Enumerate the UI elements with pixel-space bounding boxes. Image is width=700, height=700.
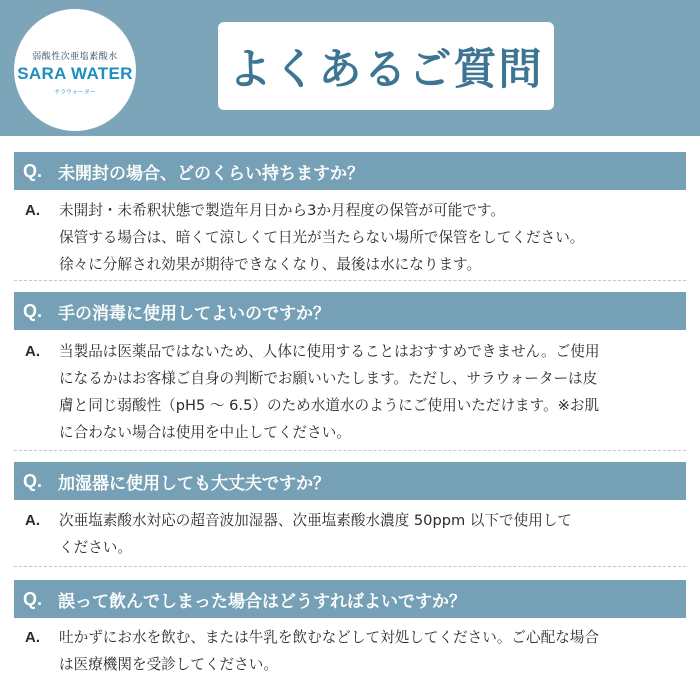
logo-top-text: 弱酸性次亜塩素酸水	[32, 52, 118, 62]
brand-logo	[14, 9, 136, 131]
faq-question-1	[14, 152, 686, 190]
answer-mark-label: A.	[25, 512, 40, 529]
divider	[14, 280, 686, 282]
answer-line: 膚と同じ弱酸性（pH5 ～ 6.5）のため水道水のようにご使用いただけます。※お肌	[59, 397, 600, 414]
answer-line: は医療機関を受診してください。	[59, 656, 278, 673]
answer-line: に合わない場合は使用を中止してください。	[59, 424, 351, 441]
faq-question-2	[14, 292, 686, 330]
answer-line: 吐かずにお水を飲む、または牛乳を飲むなどして対処してください。ご心配な場合	[59, 629, 599, 646]
faq-question-3	[14, 462, 686, 500]
answer-line: 徐々に分解され効果が期待できなくなり、最後は水になります。	[59, 256, 482, 273]
faq-question-4	[14, 580, 686, 618]
answer-line: ください。	[59, 539, 132, 556]
answer-mark-label: A.	[25, 629, 40, 646]
question-mark-label: Q.	[23, 160, 43, 181]
divider	[14, 450, 686, 452]
answer-line: 保管する場合は、暗くて涼しくて日光が当たらない場所で保管をしてください。	[59, 229, 585, 246]
faq-answer-1	[14, 197, 686, 278]
question-text: 誤って飲んでしまった場合はどうすればよいですか？	[58, 591, 466, 612]
divider	[14, 566, 686, 568]
question-mark-label: Q.	[23, 588, 43, 609]
question-text: 手の消毒に使用してよいのですか？	[58, 303, 330, 324]
faq-answer-2	[14, 338, 686, 446]
answer-mark-label: A.	[25, 202, 40, 219]
answer-mark-label: A.	[25, 343, 40, 360]
question-mark-label: Q.	[23, 470, 43, 491]
header-banner	[0, 0, 700, 136]
answer-line: 未開封・未希釈状態で製造年月日から3か月程度の保管が可能です。	[59, 202, 505, 219]
answer-line: 当製品は医薬品ではないため、人体に使用することはおすすめできません。ご使用	[59, 343, 600, 360]
title-box	[218, 22, 554, 110]
logo-sub-text: サラウォーター	[54, 89, 96, 96]
answer-line: 次亜塩素酸水対応の超音波加湿器、次亜塩素酸水濃度 50ppm 以下で使用して	[59, 512, 573, 529]
faq-answer-4	[14, 624, 686, 678]
question-mark-label: Q.	[23, 300, 43, 321]
question-text: 加湿器に使用しても大丈夫ですか？	[58, 473, 330, 494]
question-text: 未開封の場合、どのくらい持ちますか？	[58, 163, 364, 184]
page-title: よくあるご質問	[228, 44, 544, 95]
logo-brand-name: SARA WATER	[17, 64, 133, 83]
answer-line: になるかはお客様ご自身の判断でお願いいたします。ただし、サラウォーターは皮	[59, 370, 598, 387]
faq-answer-3	[14, 507, 686, 561]
